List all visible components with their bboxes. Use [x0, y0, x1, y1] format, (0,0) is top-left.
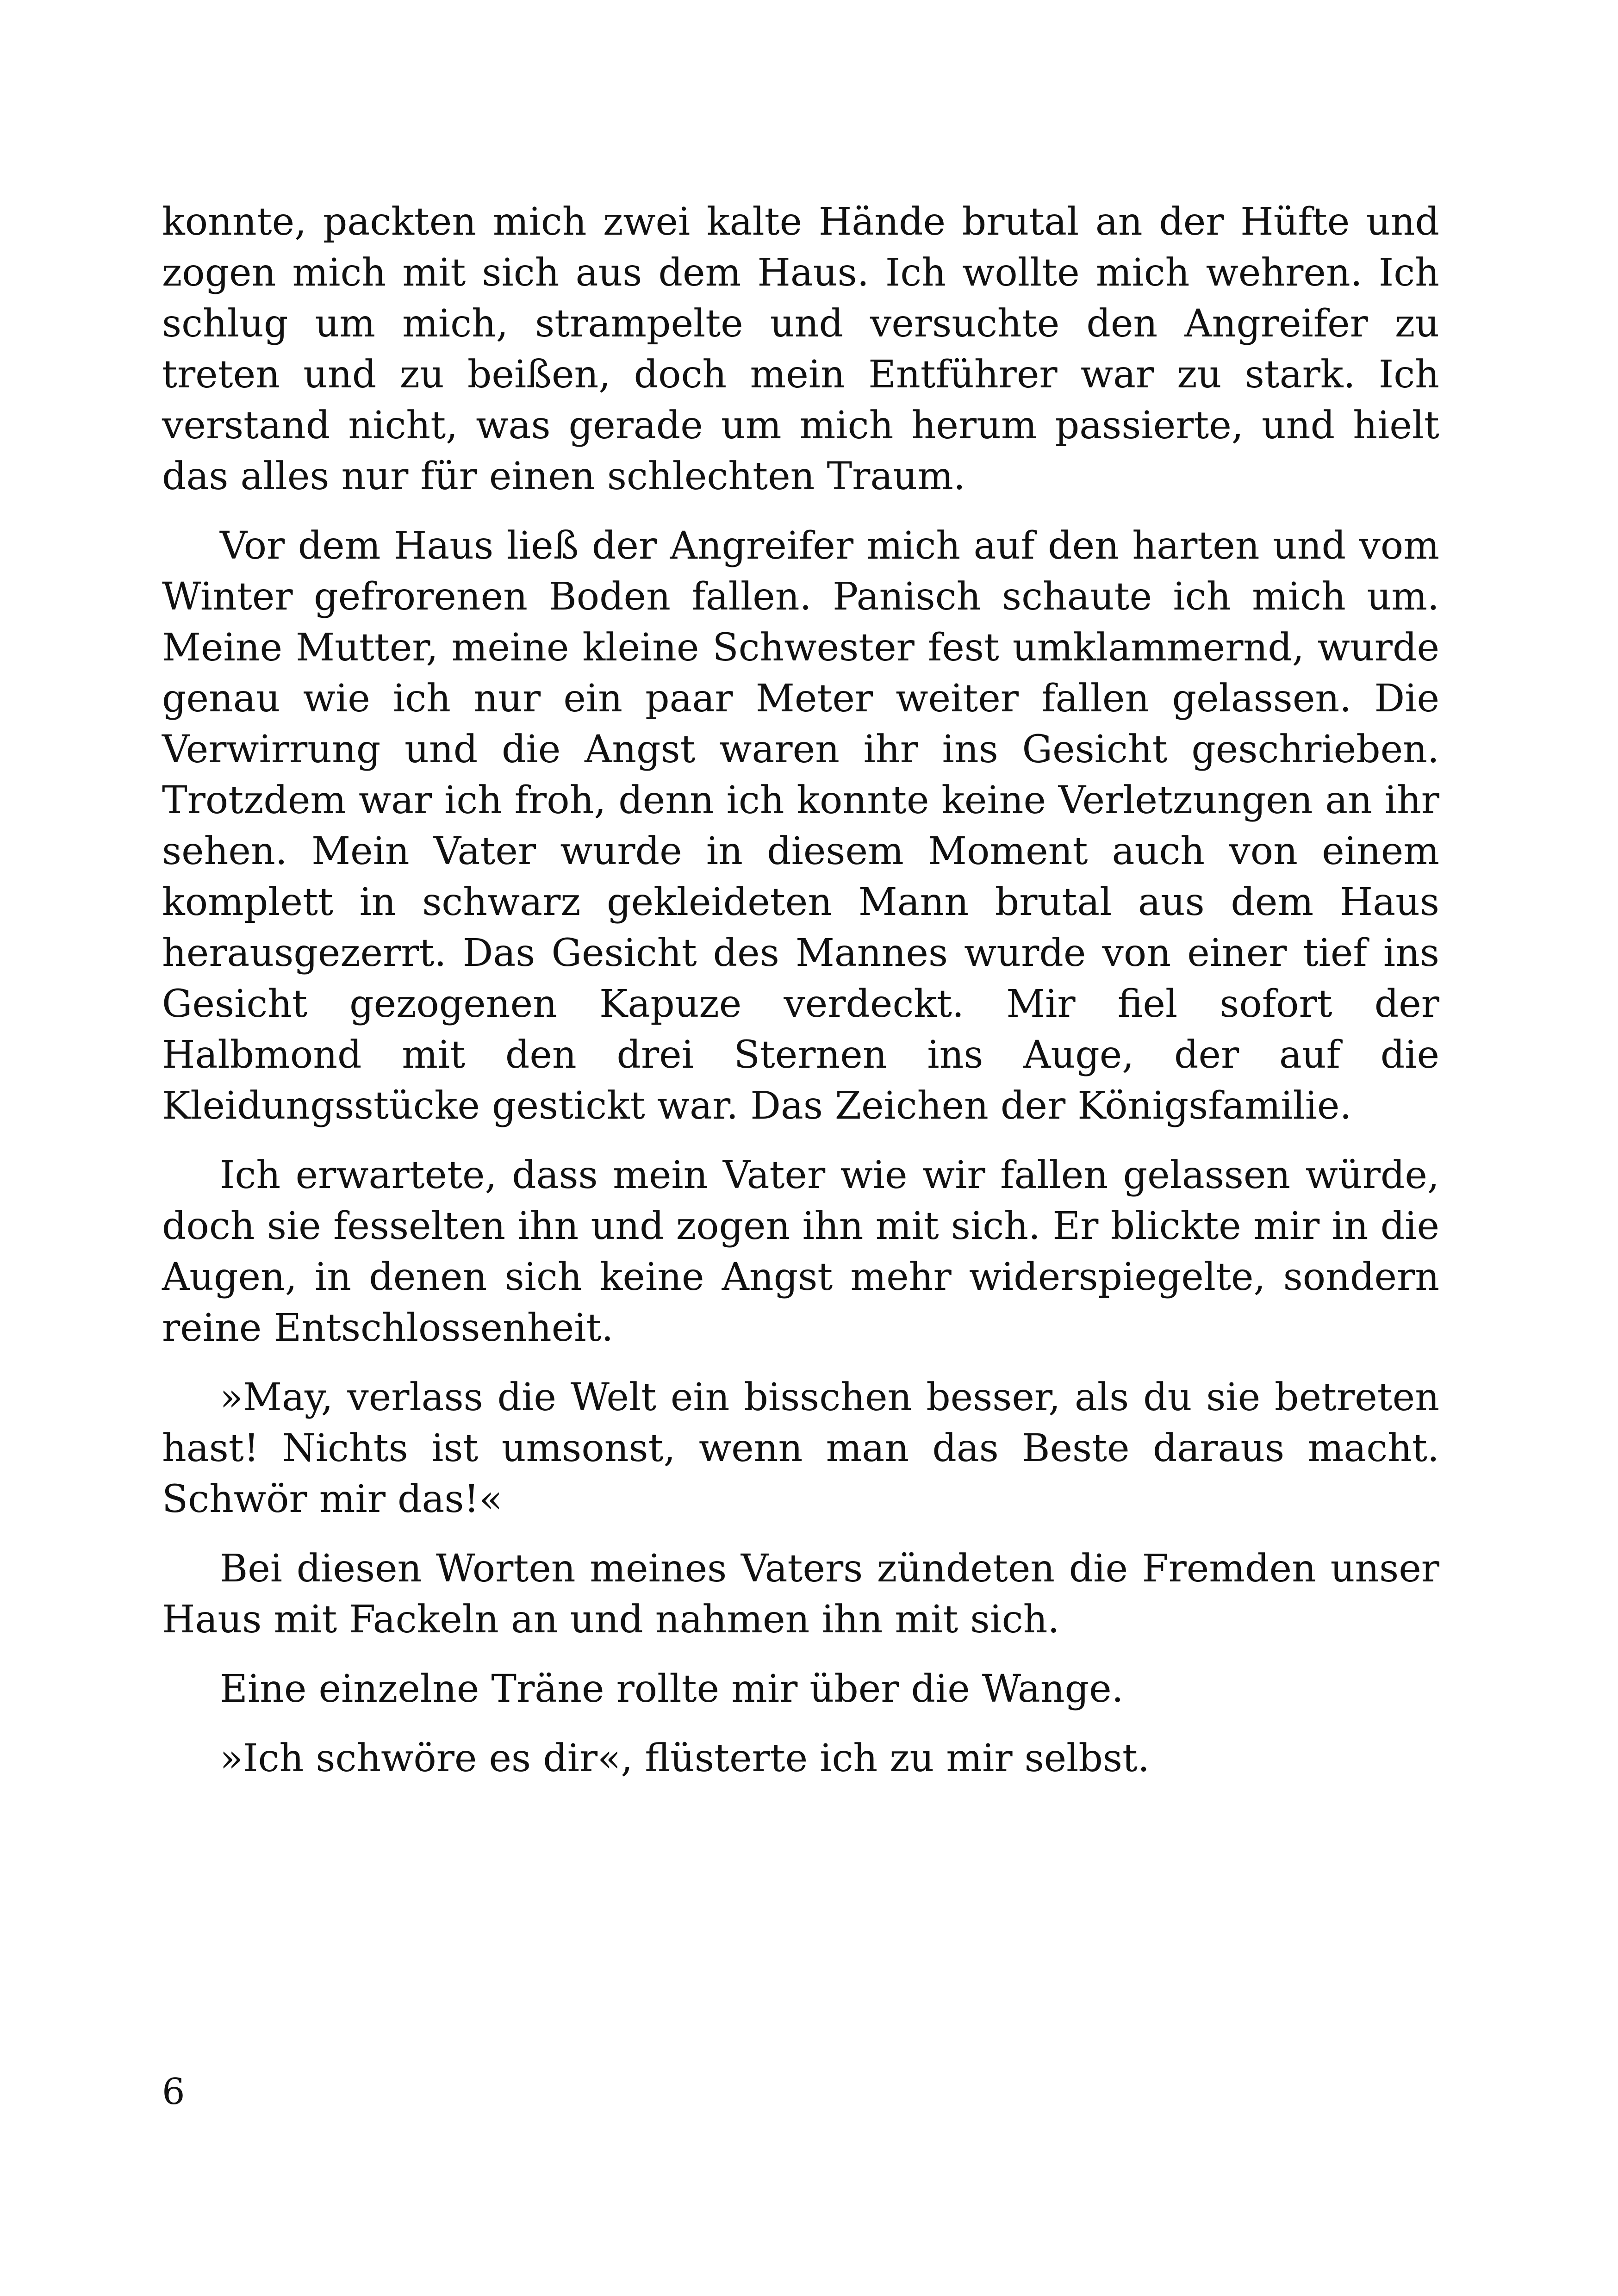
paragraph-6: Eine einzelne Träne rollte mir über die Wange.	[220, 1667, 1124, 1711]
paragraph-2: Vor dem Haus ließ der Angreifer mich auf den harten und vom Winter gefrorenen Boden fallen. Panisch schaute ich mich um. Meine Mutter, meine kleine Schwester fest umklammernd, wurde genau wie ich nur ein paar Meter weiter fallen gelassen. Die Verwirrung und die Angst waren ihr ins Gesicht geschrieben. Trotzdem war ich froh, denn ich konnte keine Verletzungen an ihr sehen. Mein Vater wurde in diesem Moment auch von einem komplett in schwarz gekleideten Mann brutal aus dem Haus herausgezerrt. Das Gesicht des Mannes wurde von einer tief ins Gesicht gezogenen Kapuze verdeckt. Mir fiel sofort der Halbmond mit den drei Sternen ins Auge, der auf die Kleidungsstücke gestickt war. Das Zeichen der Königsfamilie.	[162, 524, 1439, 1128]
page-number: 6	[162, 2071, 185, 2113]
paragraph-3: Ich erwartete, dass mein Vater wie wir fallen gelassen würde, doch sie fesselten ihn und zogen ihn mit sich. Er blickte mir in die Augen, in denen sich keine Angst mehr widerspiegelte, sondern reine Entschlossenheit.	[162, 1153, 1439, 1350]
paragraph-5: Bei diesen Worten meines Vaters zündeten die Fremden unser Haus mit Fackeln an und nahmen ihn mit sich.	[162, 1547, 1439, 1642]
body-text	[162, 197, 1439, 1803]
paragraph-4: »May, verlass die Welt ein bisschen besser, als du sie betreten hast! Nichts ist umsonst, wenn man das Beste daraus macht. Schwör mir das!«	[162, 1375, 1439, 1521]
paragraph-1: konnte, packten mich zwei kalte Hände brutal an der Hüfte und zogen mich mit sich aus dem Haus. Ich wollte mich wehren. Ich schlug um mich, strampelte und versuchte den Angreifer zu treten und zu beißen, doch mein Entführer war zu stark. Ich verstand nicht, was gerade um mich herum passierte, und hielt das alles nur für einen schlechten Traum.	[162, 200, 1439, 498]
paragraph-7: »Ich schwöre es dir«, flüsterte ich zu mir selbst.	[220, 1736, 1150, 1780]
